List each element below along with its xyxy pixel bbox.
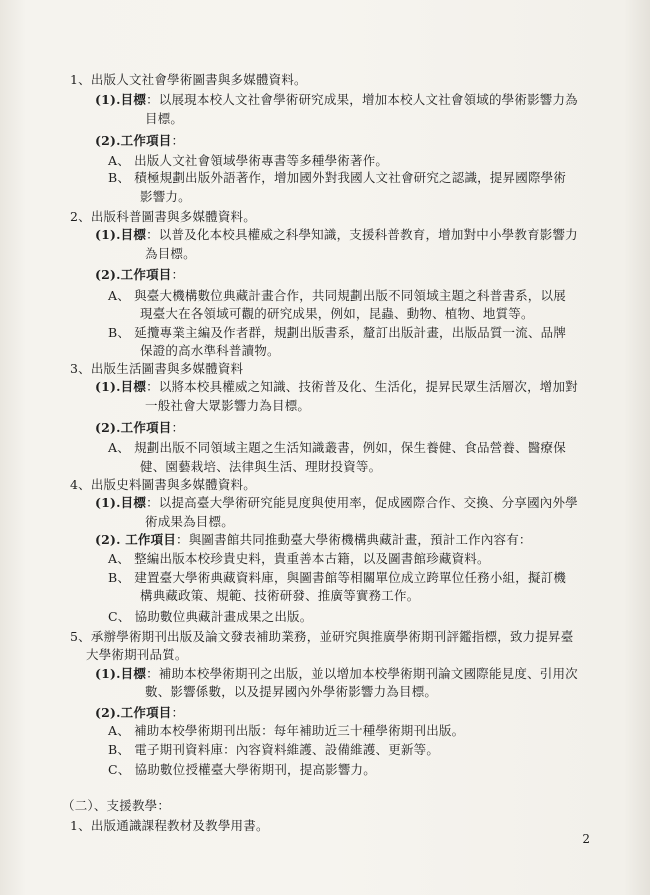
text-line: (2).工作項目： bbox=[95, 267, 185, 282]
text-line: 一般社會大眾影響力為目標。 bbox=[145, 398, 311, 413]
text-line: 影響力。 bbox=[140, 189, 191, 204]
text-line: B、 積極規劃出版外語著作，增加國外對我國人文社會研究之認識，提昇國際學術 bbox=[108, 170, 567, 185]
text-line: B、 建置臺大學術典藏資料庫，與圖書館等相關單位成立跨單位任務小組，擬訂機 bbox=[108, 570, 567, 585]
text-line: (1).目標：補助本校學術期刊之出版，並以增加本校學術期刊論文國際能見度、引用次 bbox=[95, 666, 578, 681]
text-line: (2).工作項目： bbox=[95, 133, 185, 148]
text-line: (1).目標：以提高臺大學術研究能見度與使用率，促成國際合作、交換、分享國內外學 bbox=[95, 495, 578, 510]
text-line: (1).目標：以展現本校人文社會學術研究成果，增加本校人文社會領域的學術影響力為 bbox=[95, 92, 578, 107]
text-line: 1、出版通識課程教材及教學用書。 bbox=[70, 818, 269, 833]
text-line: (2).工作項目： bbox=[95, 420, 185, 435]
page-number: 2 bbox=[582, 832, 590, 846]
text-line: 2、出版科普圖書與多媒體資料。 bbox=[70, 209, 256, 224]
text-line: 術成果為目標。 bbox=[145, 514, 234, 529]
text-line: B、 延攬專業主編及作者群，規劃出版書系，釐訂出版計畫，出版品質一流、品牌 bbox=[108, 325, 567, 340]
text-line: A、 規劃出版不同領域主題之生活知識叢書，例如，保生養健、食品營養、醫療保 bbox=[108, 440, 566, 455]
text-line: 3、出版生活圖書與多媒體資料 bbox=[70, 361, 244, 376]
text-line: 4、出版史料圖書與多媒體資料。 bbox=[70, 477, 256, 492]
text-line: C、 協助數位典藏計畫成果之出版。 bbox=[108, 609, 313, 624]
text-line: 為目標。 bbox=[145, 246, 196, 261]
text-line: 數、影響係數，以及提昇國內外學術影響力為目標。 bbox=[145, 684, 438, 699]
text-line: （二）、支援教學： bbox=[62, 798, 171, 813]
text-line: (2).工作項目： bbox=[95, 705, 185, 720]
text-line: (1).目標：以普及化本校具權威之科學知識，支援科普教育，增加對中小學教育影響力 bbox=[95, 227, 578, 242]
text-line: A、 出版人文社會領域學術專書等多種學術著作。 bbox=[108, 153, 389, 168]
text-line: 5、承辦學術期刊出版及論文發表補助業務，並研究與推廣學術期刊評鑑指標，致力提昇臺 bbox=[70, 629, 574, 644]
text-line: A、 補助本校學術期刊出版：每年補助近三十種學術期刊出版。 bbox=[108, 723, 465, 738]
text-line: 現臺大在各領域可觀的研究成果，例如，昆蟲、動物、植物、地質等。 bbox=[140, 306, 534, 321]
text-line: 構典藏政策、規範、技術研發、推廣等實務工作。 bbox=[140, 588, 420, 603]
text-line: 1、出版人文社會學術圖書與多媒體資料。 bbox=[70, 72, 307, 87]
text-line: B、 電子期刊資料庫：內容資料維護、設備維護、更新等。 bbox=[108, 742, 440, 757]
text-line: (1).目標：以將本校具權威之知識、技術普及化、生活化，提昇民眾生活層次，增加對 bbox=[95, 379, 578, 394]
text-line: 健、園藝栽培、法律與生活、理財投資等。 bbox=[140, 459, 382, 474]
text-line: 保證的高水準科普讀物。 bbox=[140, 343, 280, 358]
text-line: (2). 工作項目：與圖書館共同推動臺大學術機構典藏計畫，預計工作內容有： bbox=[95, 532, 532, 547]
text-line: A、 整編出版本校珍貴史料，貴重善本古籍，以及圖書館珍藏資料。 bbox=[108, 551, 490, 566]
text-line: 大學術期刊品質。 bbox=[86, 647, 188, 662]
text-line: 目標。 bbox=[145, 111, 184, 126]
text-line: A、 與臺大機構數位典藏計畫合作，共同規劃出版不同領域主題之科普書系，以展 bbox=[108, 288, 566, 303]
text-line: C、 協助數位授權臺大學術期刊，提高影響力。 bbox=[108, 762, 376, 777]
